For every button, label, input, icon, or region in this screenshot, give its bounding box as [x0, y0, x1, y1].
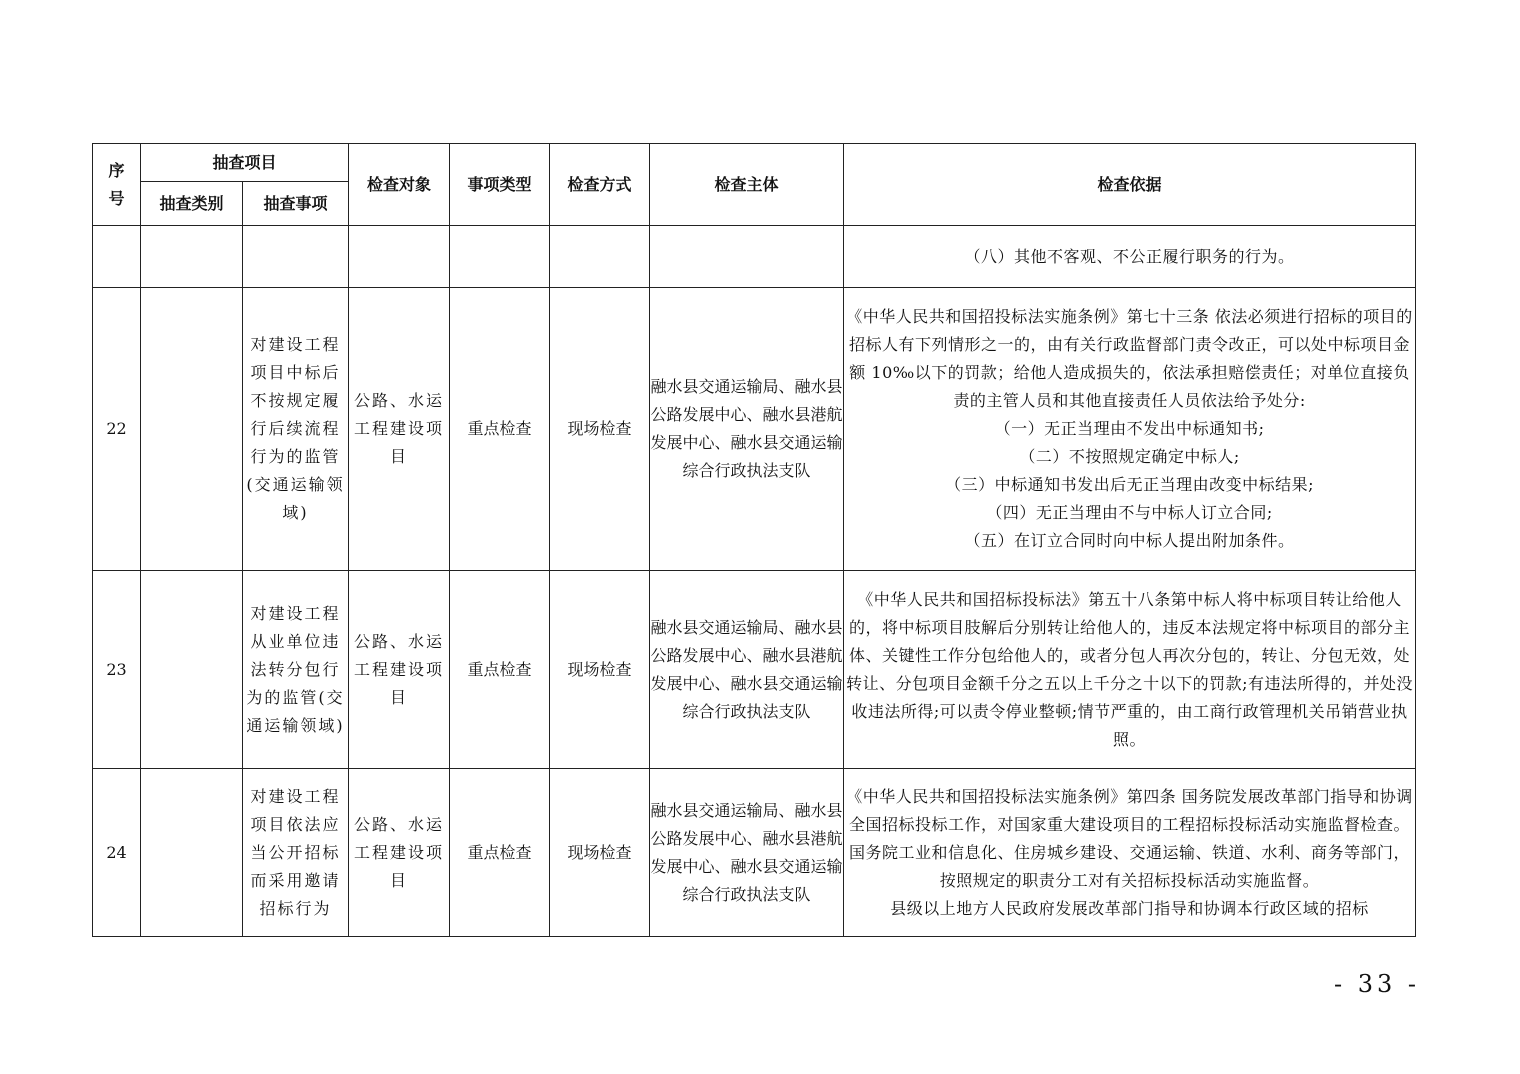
- cell-item: 对建设工程项目中标后不按规定履行后续流程行为的监管(交通运输领域): [243, 288, 349, 571]
- cell-method: [550, 226, 650, 288]
- page-number: - 33 -: [1333, 970, 1420, 998]
- table-row: [93, 226, 1416, 288]
- cell-category: [141, 288, 243, 571]
- cell-subject: 融水县交通运输局、融水县公路发展中心、融水县港航发展中心、融水县交通运输综合行政执法支队: [650, 769, 844, 937]
- cell-seq: 23: [93, 571, 141, 769]
- cell-basis: 《中华人民共和国招投标法实施条例》第七十三条 依法必须进行招标的项目的招标人有下列情形之一的，由有关行政监督部门责令改正，可以处中标项目金额 10‰以下的罚款；给他人造成损失的，依法承担赔偿责任；对单位直接负责的主管人员和其他直接责任人员依法给予处分: （一）无正当理由不发出中标通知书; （二）不按照规定确定中标人; （三）中标通知书发出后无正当理由改变中标结果; （四）无正当理由不与中标人订立合同; （五）在订立合同时向中标人提出附加条件。: [844, 288, 1416, 571]
- header-method: 检查方式: [550, 144, 650, 226]
- cell-category: [141, 769, 243, 937]
- header-target: 检查对象: [349, 144, 450, 226]
- cell-type: 重点检查: [450, 769, 550, 937]
- header-seq: 序 号: [93, 144, 141, 226]
- cell-seq: 22: [93, 288, 141, 571]
- cell-target: 公路、水运工程建设项目: [349, 288, 450, 571]
- table-row: [93, 571, 1416, 769]
- cell-category: [141, 571, 243, 769]
- cell-seq: 24: [93, 769, 141, 937]
- cell-target: 公路、水运工程建设项目: [349, 769, 450, 937]
- cell-subject: 融水县交通运输局、融水县公路发展中心、融水县港航发展中心、融水县交通运输综合行政执法支队: [650, 571, 844, 769]
- header-category: 抽查类别: [141, 182, 243, 226]
- table-row: [93, 769, 1416, 937]
- cell-basis: （八）其他不客观、不公正履行职务的行为。: [844, 226, 1416, 288]
- cell-target: 公路、水运工程建设项目: [349, 571, 450, 769]
- cell-method: 现场检查: [550, 769, 650, 937]
- header-type: 事项类型: [450, 144, 550, 226]
- cell-item: 对建设工程从业单位违法转分包行为的监管(交通运输领域): [243, 571, 349, 769]
- inspection-table: [92, 143, 1416, 937]
- table-row: [93, 288, 1416, 571]
- cell-type: 重点检查: [450, 571, 550, 769]
- cell-basis: 《中华人民共和国招标投标法》第五十八条第中标人将中标项目转让给他人的，将中标项目肢解后分别转让给他人的，违反本法规定将中标项目的部分主体、关键性工作分包给他人的，或者分包人再次分包的，转让、分包无效，处转让、分包项目金额千分之五以上千分之十以下的罚款;有违法所得的，并处没收违法所得;可以责令停业整顿;情节严重的，由工商行政管理机关吊销营业执照。: [844, 571, 1416, 769]
- cell-subject: 融水县交通运输局、融水县公路发展中心、融水县港航发展中心、融水县交通运输综合行政执法支队: [650, 288, 844, 571]
- cell-method: 现场检查: [550, 571, 650, 769]
- cell-category: [141, 226, 243, 288]
- cell-method: 现场检查: [550, 288, 650, 571]
- cell-type: [450, 226, 550, 288]
- cell-type: 重点检查: [450, 288, 550, 571]
- cell-subject: [650, 226, 844, 288]
- header-basis: 检查依据: [844, 144, 1416, 226]
- cell-item: 对建设工程项目依法应当公开招标而采用邀请招标行为: [243, 769, 349, 937]
- cell-target: [349, 226, 450, 288]
- cell-basis: 《中华人民共和国招投标法实施条例》第四条 国务院发展改革部门指导和协调全国招标投标工作，对国家重大建设项目的工程招标投标活动实施监督检查。国务院工业和信息化、住房城乡建设、交通运输、铁道、水利、商务等部门，按照规定的职责分工对有关招标投标活动实施监督。 县级以上地方人民政府发展改革部门指导和协调本行政区域的招标: [844, 769, 1416, 937]
- header-subject: 检查主体: [650, 144, 844, 226]
- cell-item: [243, 226, 349, 288]
- header-project: 抽查项目: [141, 144, 349, 182]
- header-item: 抽查事项: [243, 182, 349, 226]
- cell-seq: [93, 226, 141, 288]
